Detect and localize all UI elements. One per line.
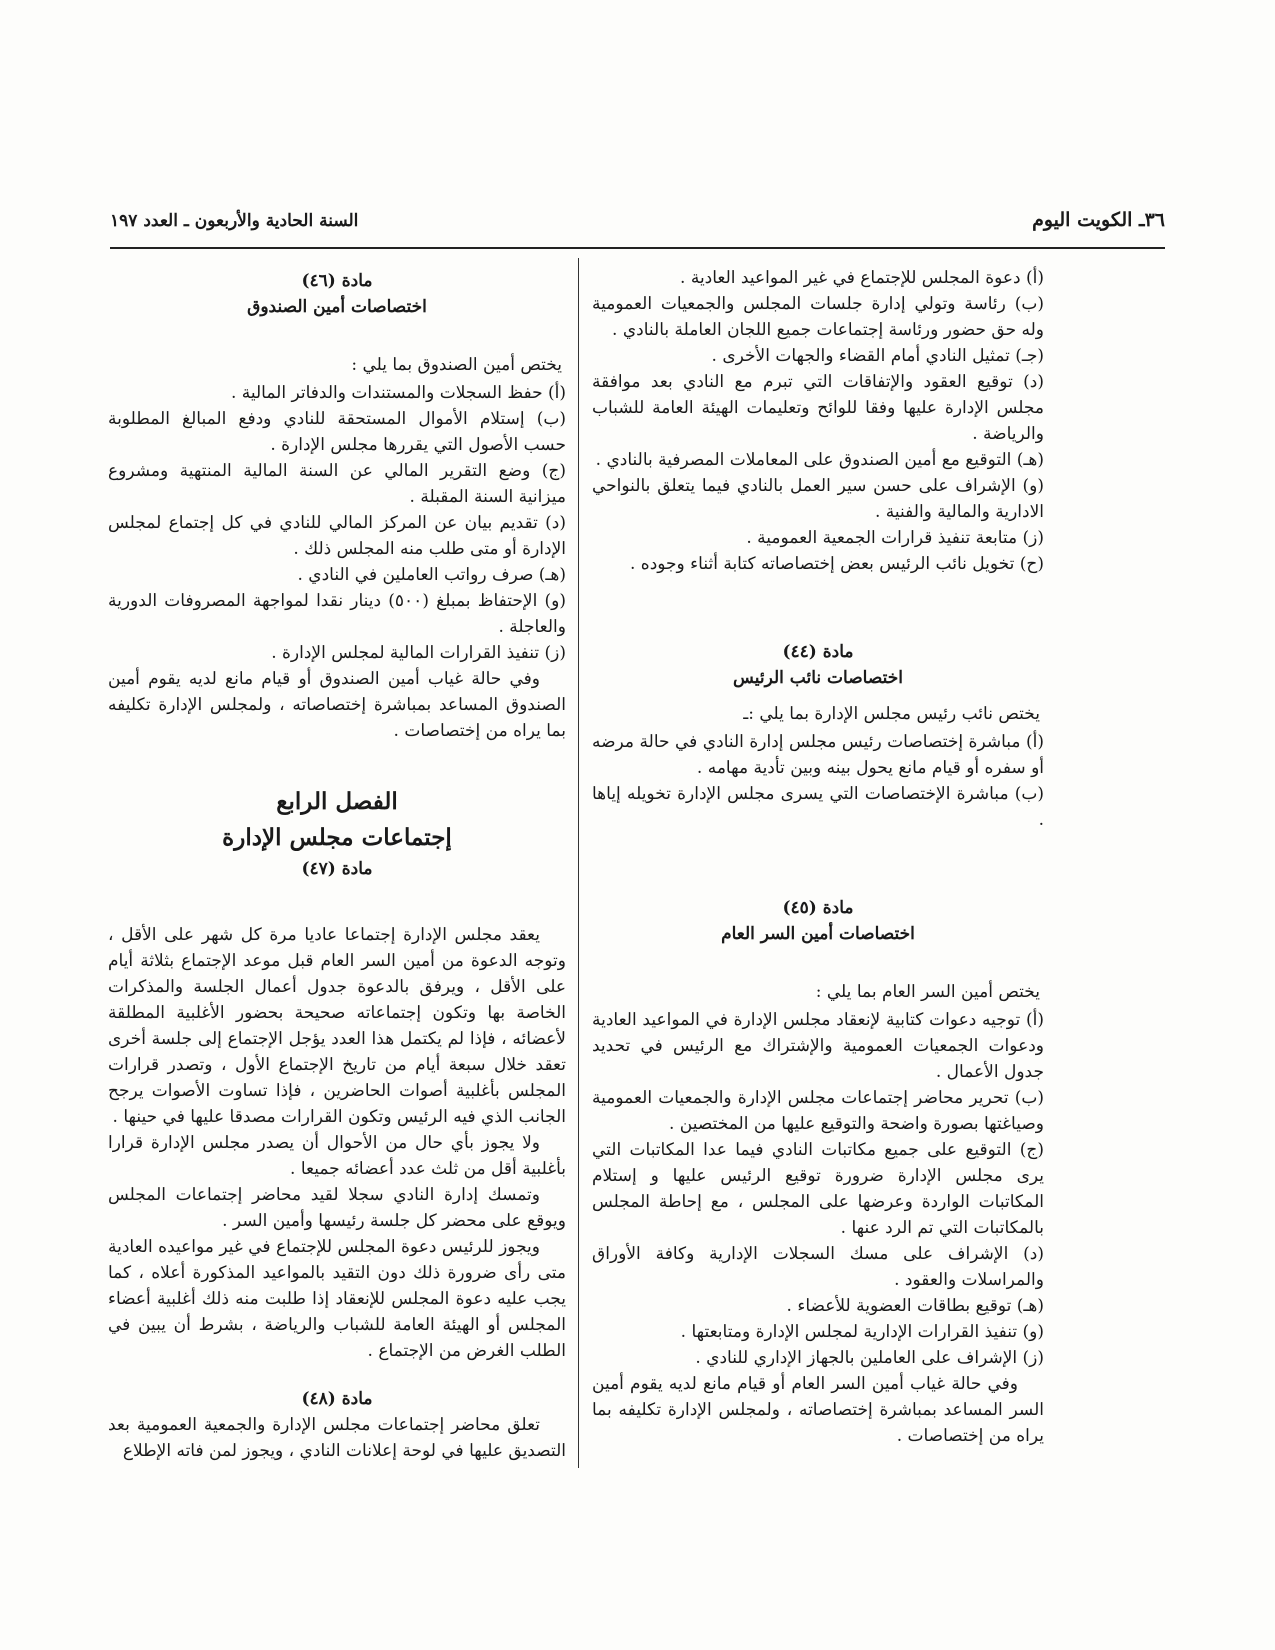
list-item: (جـ) تمثيل النادي أمام القضاء والجهات الأخرى . xyxy=(711,346,1044,366)
list-item: (أ) دعوة المجلس للإجتماع في غير المواعيد العادية . xyxy=(680,268,1044,288)
list-item: (ح) تخويل نائب الرئيس بعض إختصاصاته كتابة أثناء وجوده . xyxy=(629,554,1044,574)
article-paragraph: وتمسك إدارة النادي سجلا لقيد محاضر إجتماعات المجلس ويوقع على محضر كل جلسة رئيسها وأمين السر . xyxy=(108,1185,566,1231)
list-item: (ج) وضع التقرير المالي عن السنة المالية المنتهية ومشروع ميزانية السنة المقبلة . xyxy=(108,461,566,507)
list-item: (و) الإشراف على حسن سير العمل بالنادي فيما يتعلق بالنواحي الادارية والمالية والفنية . xyxy=(592,476,1044,522)
list-item: (ب) إستلام الأموال المستحقة للنادي ودفع المبالغ المطلوبة حسب الأصول التي يقررها مجلس الإدارة . xyxy=(108,409,566,455)
article-subtitle: اختصاصات نائب الرئيس xyxy=(733,668,903,688)
list-item: (هـ) صرف رواتب العاملين في النادي . xyxy=(297,565,566,585)
page-header xyxy=(110,205,1165,249)
list-item: (أ) توجيه دعوات كتابية لإنعقاد مجلس الإدارة في المواعيد العادية ودعوات الجمعيات العمومية والإشتراك مع الرئيس في تحديد جدول الأعمال . xyxy=(592,1010,1044,1082)
article-subtitle: اختصاصات أمين الصندوق xyxy=(247,297,427,317)
list-item: (أ) مباشرة إختصاصات رئيس مجلس إدارة النادي في حالة مرضه أو سفره أو قيام مانع يحول بينه وبين تأدية مهامه . xyxy=(592,732,1044,778)
chapter-title: الفصل الرابع xyxy=(276,788,398,815)
list-item: (د) توقيع العقود والإتفاقات التي تبرم مع النادي بعد موافقة مجلس الإدارة عليها وفقا للوائح وتعليمات الهيئة العامة للشباب والرياضة . xyxy=(592,372,1044,444)
chapter-subtitle: إجتماعات مجلس الإدارة xyxy=(222,824,452,851)
article-closing: وفي حالة غياب أمين الصندوق أو قيام مانع لديه يقوم أمين الصندوق المساعد بمباشرة إختصاصاته ، ولمجلس الإدارة تكليفه بما يراه من إختصاصات . xyxy=(108,669,566,741)
list-item: (د) الإشراف على مسك السجلات الإدارية وكافة الأوراق والمراسلات والعقود . xyxy=(592,1244,1044,1290)
list-item: (ز) متابعة تنفيذ قرارات الجمعية العمومية . xyxy=(746,528,1044,548)
page-number-and-gazette-name: ٣٦ـ الكويت اليوم xyxy=(1032,209,1165,231)
article-subtitle: اختصاصات أمين السر العام xyxy=(721,924,915,944)
list-item: (ز) تنفيذ القرارات المالية لمجلس الإدارة . xyxy=(271,643,566,663)
article-title: مادة (٤٧) xyxy=(301,859,373,879)
list-item: (هـ) التوقيع مع أمين الصندوق على المعاملات المصرفية بالنادي . xyxy=(595,450,1044,470)
article-title: مادة (٤٦) xyxy=(301,271,373,291)
list-item: (هـ) توقيع بطاقات العضوية للأعضاء . xyxy=(786,1296,1044,1316)
article-paragraph: ولا يجوز بأي حال من الأحوال أن يصدر مجلس الإدارة قرارا بأغلبية أقل من ثلث عدد أعضائه جميعا . xyxy=(108,1133,566,1179)
article-47 xyxy=(108,856,566,1364)
article-44 xyxy=(592,639,1044,833)
list-item: (و) تنفيذ القرارات الإدارية لمجلس الإدارة ومتابعتها . xyxy=(680,1322,1044,1342)
article-title: مادة (٤٨) xyxy=(301,1389,373,1409)
list-item: (أ) حفظ السجلات والمستندات والدفاتر المالية . xyxy=(230,383,566,403)
article-intro: يختص أمين السر العام بما يلي : xyxy=(815,982,1040,1002)
list-item: (و) الإحتفاظ بمبلغ (٥٠٠) دينار نقدا لمواجهة المصروفات الدورية والعاجلة . xyxy=(108,591,566,637)
article-45 xyxy=(592,895,1044,1449)
list-item: (ب) مباشرة الإختصاصات التي يسرى مجلس الإدارة تخويله إياها . xyxy=(592,784,1044,830)
article-paragraph: ويجوز للرئيس دعوة المجلس للإجتماع في غير مواعيده العادية متى رأى ضرورة ذلك دون التقيد بالمواعيد المذكورة أعلاه ، كما يجب عليه دعوة المجلس للإنعقاد إذا طلبت منه ذلك أغلبية أعضاء المجلس أو الهيئة العامة للشباب والرياضة ، بشرط أن يبين في الطلب الغرض من الإجتماع . xyxy=(108,1237,566,1361)
article-paragraph: تعلق محاضر إجتماعات مجلس الإدارة والجمعية العمومية بعد التصديق عليها في لوحة إعلانات النادي ، ويجوز لمن فاته الإطلاع xyxy=(108,1415,566,1461)
article-intro: يختص أمين الصندوق بما يلي : xyxy=(351,355,562,375)
article-title: مادة (٤٥) xyxy=(782,898,854,918)
list-item: (ز) الإشراف على العاملين بالجهاز الإداري للنادي . xyxy=(695,1348,1044,1368)
article-title: مادة (٤٤) xyxy=(782,642,854,662)
article-paragraph: يعقد مجلس الإدارة إجتماعا عاديا مرة كل شهر على الأقل ، وتوجه الدعوة من أمين السر العام قبل موعد الإجتماع بثلاثة أيام على الأقل ، ويرفق بالدعوة جدول أعمال الجلسة والمذكرات الخاصة بها وتكون إجتماعاته صحيحة بحضور الأغلبية المطلقة لأعضائه ، فإذا لم يكتمل هذا العدد يؤجل الإجتماع إلى جلسة أخرى تعقد خلال سبعة أيام من تاريخ الإجتماع الأول ، وتصدر قرارات المجلس بأغلبية أصوات الحاضرين ، فإذا تساوت الأصوات يرجح الجانب الذي فيه الرئيس وتكون القرارات مصدقا عليها في حينها . xyxy=(108,925,566,1127)
article-43-items xyxy=(592,265,1044,577)
list-item: (د) تقديم بيان عن المركز المالي للنادي في كل إجتماع لمجلس الإدارة أو متى طلب منه المجلس ذلك . xyxy=(108,513,566,559)
issue-reference: السنة الحادية والأربعون ـ العدد ١٩٧ xyxy=(110,211,359,231)
article-closing: وفي حالة غياب أمين السر العام أو قيام مانع لديه يقوم أمين السر المساعد بمباشرة إختصاصاته ، ولمجلس الإدارة تكليفه بما يراه من إختصاصات . xyxy=(592,1374,1044,1446)
left-column xyxy=(108,268,566,1464)
list-item: (ج) التوقيع على جميع مكاتبات النادي فيما عدا المكاتبات التي يرى مجلس الإدارة ضرورة توقيع الرئيس عليها و إستلام المكاتبات الواردة وعرضها على المجلس ، مع إحاطة المجلس بالمكاتبات التي تم الرد عنها . xyxy=(592,1140,1044,1238)
column-divider xyxy=(578,258,579,1468)
right-column xyxy=(592,265,1044,1449)
article-48 xyxy=(108,1386,566,1464)
article-intro: يختص نائب رئيس مجلس الإدارة بما يلي :ـ xyxy=(743,704,1040,724)
list-item: (ب) رئاسة وتولي إدارة جلسات المجلس والجمعيات العمومية وله حق حضور ورئاسة إجتماعات جميع اللجان العاملة بالنادي . xyxy=(592,294,1044,340)
list-item: (ب) تحرير محاضر إجتماعات مجلس الإدارة والجمعيات العمومية وصياغتها بصورة واضحة والتوقيع عليها من المختصين . xyxy=(592,1088,1044,1134)
chapter-heading xyxy=(108,784,566,856)
article-46 xyxy=(108,268,566,744)
